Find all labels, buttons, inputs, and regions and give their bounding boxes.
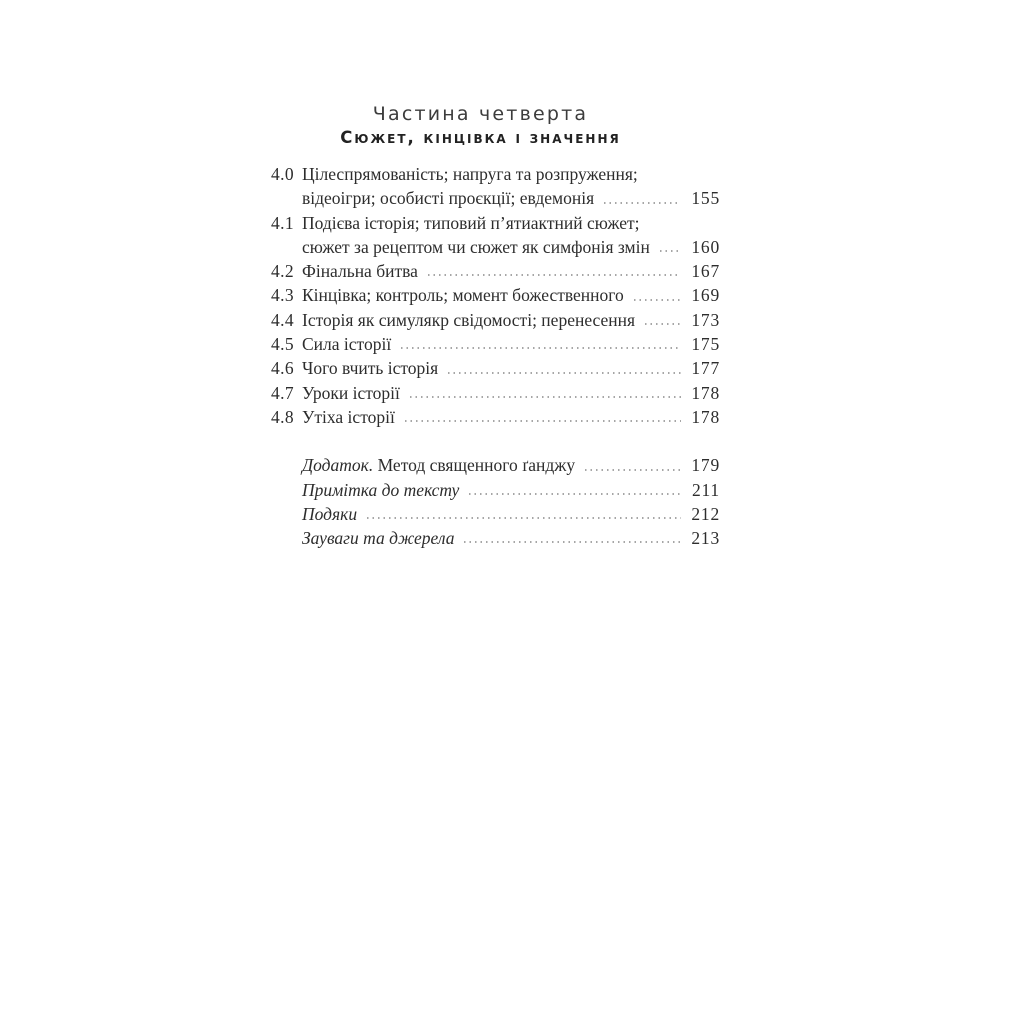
toc-entry-page: 212 <box>691 503 720 524</box>
back-matter-entry <box>271 502 720 526</box>
toc-entry-page: 169 <box>691 285 720 306</box>
toc-entry-title: Кінцівка; контроль; момент божественного <box>302 285 624 306</box>
dot-leader <box>469 493 682 495</box>
dot-leader <box>585 469 681 471</box>
toc-entry-number: 4.0 <box>271 164 295 184</box>
toc-entry-page: 167 <box>691 261 720 282</box>
back-matter-title-italic: Додаток. <box>302 455 374 476</box>
dot-leader <box>464 541 681 543</box>
dot-leader <box>660 250 681 252</box>
toc-list <box>271 162 720 550</box>
toc-entry-page: 177 <box>691 358 720 379</box>
toc-entry <box>271 381 720 405</box>
toc-entry-title: Уроки історії <box>302 382 400 403</box>
toc-entry-number: 4.7 <box>271 382 295 403</box>
dot-leader <box>604 202 681 204</box>
toc-entry-number: 4.4 <box>271 309 295 330</box>
back-matter-entry <box>271 453 720 477</box>
back-matter-section <box>271 453 720 550</box>
toc-entry-page: 160 <box>691 236 720 257</box>
dot-leader <box>405 420 682 422</box>
toc-entry-page: 178 <box>691 382 720 403</box>
toc-entry <box>271 356 720 380</box>
toc-entry-page: 155 <box>691 188 720 209</box>
back-matter-entry <box>271 478 720 502</box>
toc-entry <box>271 283 720 307</box>
toc-entry <box>271 308 720 332</box>
back-matter-title-rest: Метод священного ґанджу <box>377 455 576 476</box>
back-matter-title <box>302 453 575 477</box>
toc-entry-title: Утіха історії <box>302 406 395 427</box>
back-matter-title-italic: Примітка до тексту <box>302 479 460 500</box>
toc-entry-continuation <box>271 235 720 259</box>
dot-leader <box>367 517 681 519</box>
toc-entry-number: 4.3 <box>271 285 295 306</box>
toc-entry <box>271 211 720 235</box>
dot-leader <box>401 347 681 349</box>
toc-entry-title-line2: сюжет за рецептом чи сюжет як симфонія змін <box>302 236 650 257</box>
toc-entry <box>271 259 720 283</box>
toc-entry <box>271 162 720 186</box>
toc-header <box>303 103 658 149</box>
back-matter-entry <box>271 526 720 550</box>
toc-entry-continuation <box>271 186 720 210</box>
toc-entry-page: 211 <box>691 479 720 500</box>
back-matter-title-italic: Зауваги та джерела <box>302 528 455 549</box>
toc-entry-number: 4.1 <box>271 212 295 233</box>
toc-entry-title: Фінальна битва <box>302 261 418 282</box>
toc-entry-number: 4.2 <box>271 261 295 282</box>
back-matter-title <box>302 502 357 526</box>
dot-leader <box>448 372 681 374</box>
toc-entry-page: 178 <box>691 406 720 427</box>
toc-entry-title: Подієва історія; типовий п’ятиактний сюжет; <box>302 212 640 233</box>
toc-entry-number: 4.5 <box>271 334 295 355</box>
dot-leader <box>410 396 681 398</box>
toc-entry <box>271 405 720 429</box>
part-title: Сюжет, кінцівка і значення <box>340 128 621 147</box>
dot-leader <box>645 323 681 325</box>
back-matter-title-italic: Подяки <box>302 503 358 524</box>
part-label: Частина четверта <box>372 103 589 125</box>
back-matter-title <box>302 478 459 502</box>
toc-entry-title: Сила історії <box>302 334 392 355</box>
table-of-contents <box>271 103 720 550</box>
dot-leader <box>634 299 682 301</box>
back-matter-title <box>302 526 454 550</box>
toc-entry <box>271 332 720 356</box>
toc-entry-title: Цілеспрямованість; напруга та розпруження; <box>302 164 638 184</box>
toc-entry-title: Чого вчить історія <box>302 358 439 379</box>
toc-entry-title-line2: відеоігри; особисті проєкції; евдемонія <box>302 188 595 209</box>
toc-entry-page: 173 <box>691 309 720 330</box>
dot-leader <box>428 274 681 276</box>
toc-entry-number: 4.6 <box>271 358 295 379</box>
toc-entry-title: Історія як симулякр свідомості; перенесення <box>302 309 636 330</box>
toc-entry-page: 213 <box>691 528 720 549</box>
toc-entry-page: 175 <box>691 334 720 355</box>
toc-entry-page: 179 <box>691 455 720 476</box>
toc-entry-number: 4.8 <box>271 406 295 427</box>
